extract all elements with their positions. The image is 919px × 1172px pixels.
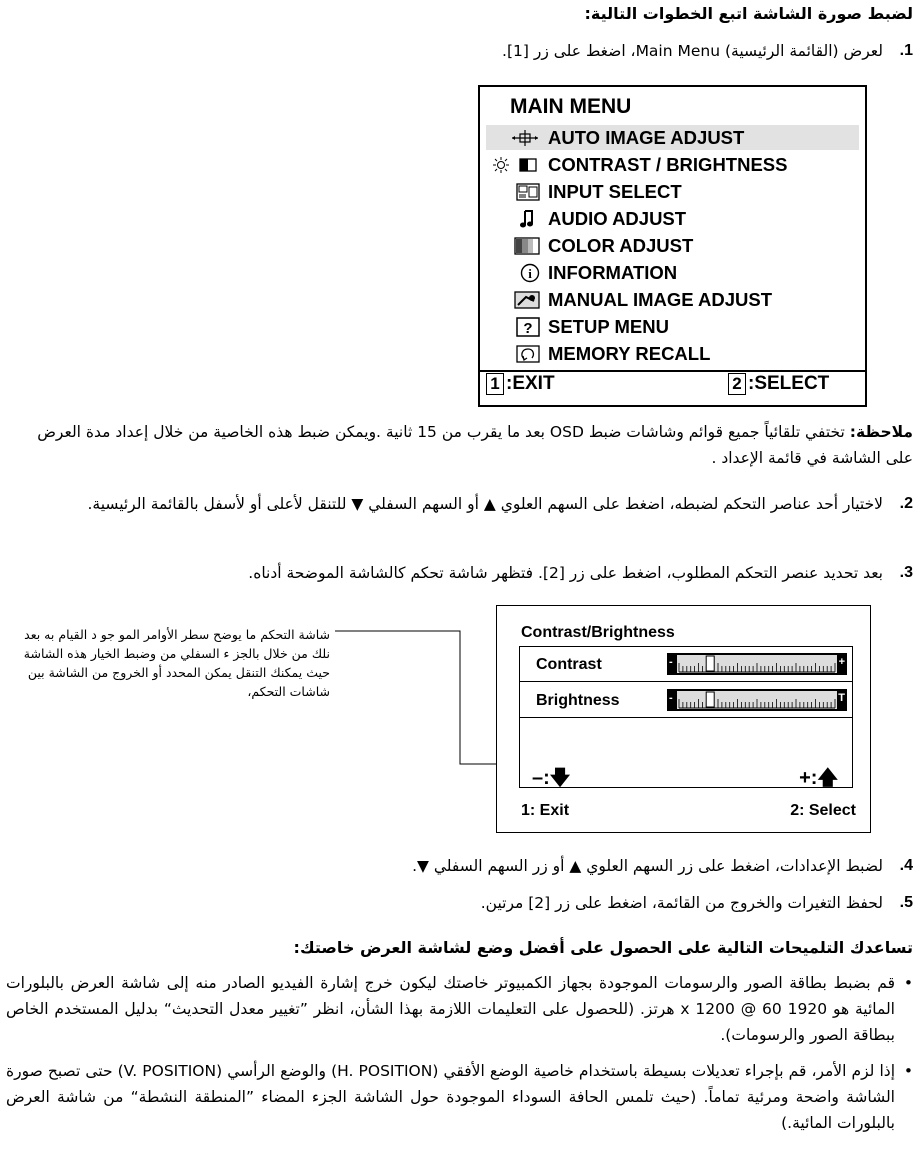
contrast-row — [520, 647, 852, 682]
slider-thumb[interactable] — [706, 692, 714, 707]
menu-item-label: SETUP MENU — [548, 315, 669, 337]
menu-item-audio-adjust[interactable] — [486, 206, 859, 231]
menu-item-label: AUDIO ADJUST — [548, 207, 687, 229]
note-label: ملاحظة: — [849, 423, 913, 441]
manual-adjust-icon — [486, 291, 548, 309]
auto-adjust-icon — [486, 129, 548, 147]
step-1 — [6, 38, 913, 64]
contrast-slider[interactable]: - + — [667, 653, 847, 675]
menu-item-manual-image-adjust[interactable] — [486, 287, 859, 312]
svg-text:i: i — [528, 265, 532, 281]
step-5 — [6, 890, 913, 916]
main-menu-title: MAIN MENU — [510, 95, 632, 118]
menu-item-color-adjust[interactable] — [486, 233, 859, 258]
input-select-icon — [486, 183, 548, 201]
tip-1 — [6, 970, 913, 1048]
control-screen-title: Contrast/Brightness — [521, 624, 675, 641]
step-number: 5. — [899, 894, 913, 911]
contrast-brightness-screen — [496, 605, 871, 833]
audio-icon — [486, 209, 548, 229]
memory-recall-icon — [486, 345, 548, 363]
setup-icon — [486, 317, 548, 337]
step-number: 1. — [899, 42, 913, 59]
menu-item-information[interactable] — [486, 260, 859, 285]
select-label: :SELECT — [748, 373, 830, 394]
step-number: 2. — [899, 495, 913, 512]
menu-divider — [480, 370, 865, 372]
select-hint — [728, 373, 829, 395]
step-2 — [6, 491, 913, 517]
color-icon — [486, 237, 548, 255]
menu-item-label: INPUT SELECT — [548, 180, 682, 202]
step-text: لضبط الإعدادات، اضغط على زر السهم العلوي ▲ أو زر السهم السفلي ▼. — [412, 857, 883, 875]
menu-item-label: MEMORY RECALL — [548, 342, 711, 364]
control-select: 2: Select — [790, 802, 856, 819]
control-panel — [519, 646, 853, 788]
slider-thumb[interactable] — [706, 656, 714, 671]
menu-item-contrast-brightness[interactable] — [486, 152, 859, 177]
menu-item-label: INFORMATION — [548, 261, 678, 283]
tip-text: إذا لزم الأمر، قم بإجراء تعديلات بسيطة باستخدام خاصية الوضع الأفقي (H. POSITION) والوضع الرأسي (V. POSITION) حتى تصبح صورة الشاشة واضحة ومرئية تماماً. (حيث تلمس الحافة السوداء الموجودة حول الشاشة الجزء المضاء ”المنطقة النشطة“ من شاشة العرض بالبلورات المائية.) — [6, 1062, 895, 1132]
bullet: • — [903, 1062, 913, 1080]
step-4 — [6, 853, 913, 879]
note-text: تختفي تلقائياً جميع قوائم وشاشات ضبط OSD بعد ما يقرب من 15 ثانية .ويمكن ضبط هذه الخاصية من خلال إعداد مدة العرض على الشاشة في قائمة الإعداد . — [37, 423, 913, 467]
svg-text:?: ? — [523, 319, 533, 337]
main-menu-osd — [478, 85, 867, 407]
note — [6, 419, 913, 471]
step-text: لعرض (القائمة الرئيسية) Main Menu، اضغط على زر [1]. — [502, 42, 883, 60]
plus-hint — [799, 763, 838, 797]
exit-label: :EXIT — [506, 373, 555, 394]
minus-hint — [532, 763, 570, 797]
menu-item-label: CONTRAST / BRIGHTNESS — [548, 153, 788, 175]
menu-item-label: AUTO IMAGE ADJUST — [548, 126, 745, 148]
contrast-label: Contrast — [536, 656, 602, 673]
plus-label: +: — [799, 767, 818, 789]
menu-item-memory-recall[interactable] — [486, 341, 859, 366]
control-exit: 1: Exit — [521, 802, 570, 819]
callout-leader-line — [330, 620, 500, 770]
menu-item-setup-menu[interactable] — [486, 314, 859, 339]
contrast-brightness-icon — [486, 156, 548, 174]
brightness-slider[interactable]: - T — [667, 689, 847, 711]
menu-item-label: COLOR ADJUST — [548, 234, 694, 256]
minus-label: –: — [532, 767, 550, 789]
exit-hint — [486, 373, 555, 395]
select-key: 2 — [728, 373, 746, 395]
brightness-row — [520, 683, 852, 718]
menu-item-auto-image-adjust[interactable] — [486, 125, 859, 150]
instructions-heading: لضبط صورة الشاشة اتبع الخطوات التالية: — [584, 4, 913, 23]
tip-2 — [6, 1058, 913, 1136]
step-text: لحفظ التغيرات والخروج من القائمة، اضغط على زر [2] مرتين. — [480, 894, 883, 912]
brightness-label: Brightness — [536, 692, 620, 709]
callout-text: شاشة التحكم ما يوضح سطر الأوامر المو جو د القيام به بعد نلك من خلال بالجز ء السفلي من وضبط الخيار هذه الشاشة حيث يمكنك التنقل يمكن المحدد أو الخروج من الشاشة بين شاشات التحكم، — [23, 627, 330, 699]
step-text: لاختيار أحد عناصر التحكم لضبطه، اضغط على السهم العلوي ▲ أو السهم السفلي ▼ للتنقل لأعلى أو لأسفل بالقائمة الرئيسية. — [87, 495, 883, 513]
step-text: بعد تحديد عنصر التحكم المطلوب، اضغط على زر [2]. فتظهر شاشة تحكم كالشاشة الموضحة أدناه. — [248, 564, 883, 582]
bullet: • — [903, 974, 913, 992]
exit-key: 1 — [486, 373, 504, 395]
tips-heading: تساعدك التلميحات التالية على الحصول على أفضل وضع لشاشة العرض خاصتك: — [293, 938, 913, 957]
arrow-down-icon: 🡇 — [549, 767, 571, 789]
step-3 — [6, 560, 913, 586]
tip-text: قم بضبط بطاقة الصور والرسومات الموجودة بجهاز الكمبيوتر خاصتك ليكون خرج إشارة الفيديو الصادر منه إلى شاشة العرض بالبلورات المائية هو 1920 x 1200 @ 60 هرتز. (للحصول على التعليمات اللازمة بهذا الشأن، انظر ”تغيير معدل التحديث“ بدليل المستخدم الخاص ببطاقة الصور والرسومات). — [6, 974, 895, 1044]
step-number: 3. — [899, 564, 913, 581]
info-icon — [486, 263, 548, 283]
arrow-up-icon: 🡅 — [817, 767, 838, 789]
menu-item-input-select[interactable] — [486, 179, 859, 204]
menu-item-label: MANUAL IMAGE ADJUST — [548, 288, 773, 310]
step-number: 4. — [899, 857, 913, 874]
